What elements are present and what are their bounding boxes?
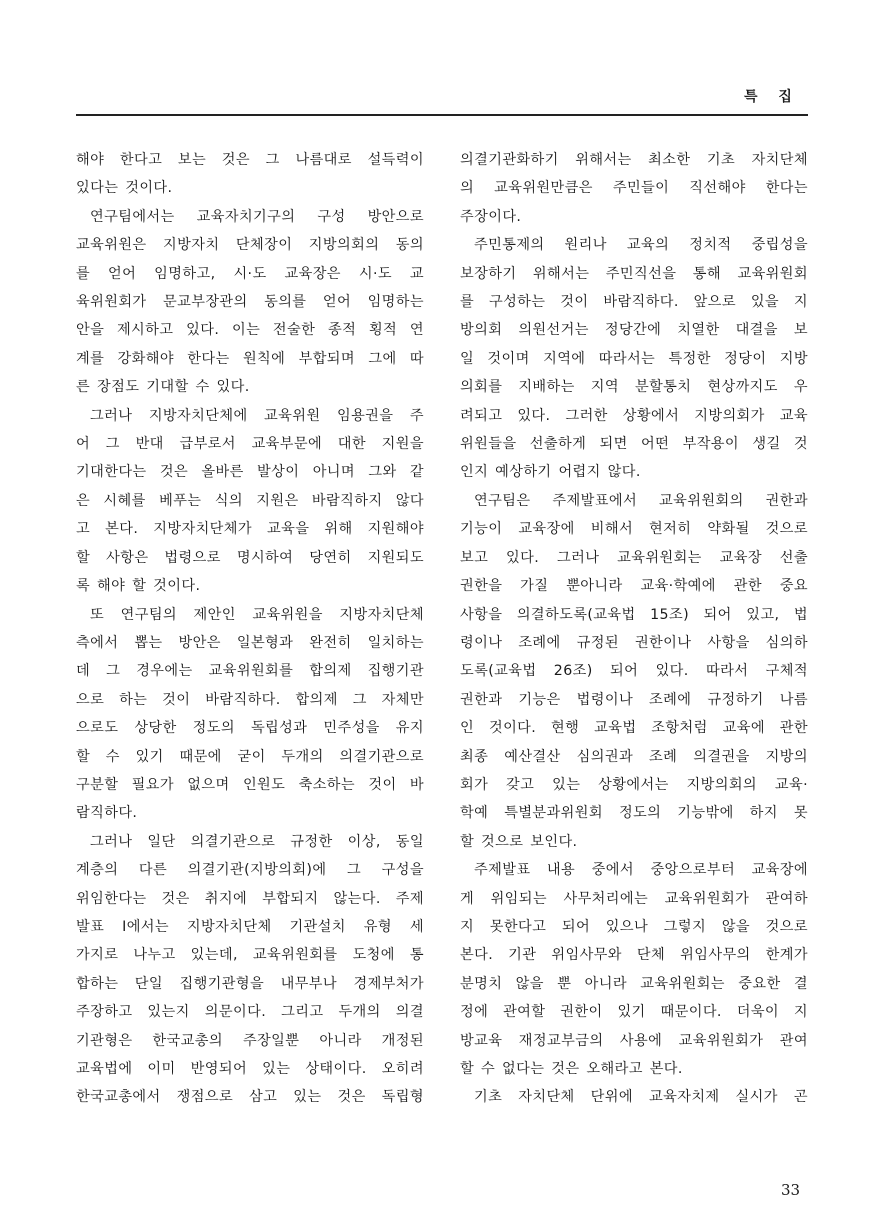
section-label: 특 집: [744, 89, 800, 105]
text-line: 보장하기 위해서는 주민직선을 통해 교육위원회: [460, 265, 808, 282]
text-line: 기초 자치단체 단위에 교육자치제 실시가 곤: [474, 1089, 808, 1106]
text-line: 은 시혜를 베푸는 식의 지원은 바람직하지 않다: [76, 492, 424, 509]
text-line: 안을 제시하고 있다. 이는 전술한 종적 횡적 연: [76, 322, 424, 339]
text-line: 구분할 필요가 없으며 인원도 축소하는 것이 바: [76, 776, 424, 793]
text-line: 의회를 지배하는 지역 분할통치 현상까지도 우: [460, 379, 808, 396]
text-line: 주민통제의 원리나 교육의 정치적 중립성을: [474, 237, 808, 254]
text-line: 권한과 기능은 법령이나 조례에 규정하기 나름: [460, 691, 808, 708]
text-line: 연구팀에서는 교육자치기구의 구성 방안으로: [90, 208, 424, 225]
text-line: 인지 예상하기 어렵지 않다.: [460, 464, 641, 481]
text-line: 계를 강화해야 한다는 원칙에 부합되며 그에 따: [76, 350, 424, 367]
header-rule: [76, 114, 808, 116]
text-line: 방교육 재정교부금의 사용에 교육위원회가 관여: [460, 1032, 808, 1049]
text-line: 정에 관여할 권한이 있기 때문이다. 더욱이 지: [460, 1004, 808, 1021]
text-line: 기능이 교육장에 비해서 현저히 약화될 것으로: [460, 521, 808, 538]
text-line: 할 수 있기 때문에 굳이 두개의 의결기관으로: [76, 748, 424, 765]
text-line: 해야 한다고 보는 것은 그 나름대로 설득력이: [76, 152, 424, 168]
text-line: 회가 갖고 있는 상황에서는 지방의회의 교육·: [460, 776, 808, 793]
left-column: [76, 146, 424, 1112]
text-line: 사항을 의결하도록(교육법 15조) 되어 있고, 법: [460, 606, 808, 623]
text-line: 분명치 않을 뿐 아니라 교육위원회는 중요한 결: [460, 975, 808, 992]
text-line: 권한을 가질 뿐아니라 교육·학예에 관한 중요: [460, 578, 808, 595]
text-line: 의결기관화하기 위해서는 최소한 기초 자치단체: [460, 152, 808, 168]
text-line: 할 사항은 법령으로 명시하여 당연히 지원되도: [76, 549, 424, 566]
text-line: 한국교총에서 쟁점으로 삼고 있는 것은 독립형: [76, 1089, 424, 1106]
text-line: 합하는 단일 집행기관형을 내무부나 경제부처가: [76, 975, 424, 992]
text-line: 데 그 경우에는 교육위원회를 합의제 집행기관: [76, 663, 424, 680]
text-line: 그러나 지방자치단체에 교육위원 임용권을 주: [90, 407, 424, 424]
text-line: 를 얻어 임명하고, 시·도 교육장은 시·도 교: [76, 265, 424, 282]
text-line: 있다는 것이다.: [76, 180, 173, 197]
text-line: 게 위임되는 사무처리에는 교육위원회가 관여하: [460, 890, 808, 907]
text-line: 교육법에 이미 반영되어 있는 상태이다. 오히려: [76, 1061, 424, 1077]
text-line: 록 해야 할 것이다.: [76, 578, 201, 595]
text-line: 가지로 나누고 있는데, 교육위원회를 도청에 통: [76, 947, 424, 964]
right-column: [460, 146, 808, 1112]
text-line: 연구팀은 주제발표에서 교육위원회의 권한과: [474, 492, 808, 509]
text-line: 도록(교육법 26조) 되어 있다. 따라서 구체적: [460, 663, 808, 680]
text-line: 위원들을 선출하게 되면 어떤 부작용이 생길 것: [460, 436, 808, 453]
text-line: 본다. 기관 위임사무와 단체 위임사무의 한계가: [460, 947, 808, 964]
text-line: 주제발표 내용 중에서 중앙으로부터 교육장에: [474, 862, 808, 879]
text-line: 를 구성하는 것이 바람직하다. 앞으로 있을 지: [460, 294, 808, 311]
text-line: 위임한다는 것은 취지에 부합되지 않는다. 주제: [76, 890, 424, 907]
text-line: 어 그 반대 급부로서 교육부문에 대한 지원을: [76, 436, 424, 453]
text-line: 인 것이다. 현행 교육법 조항처럼 교육에 관한: [460, 720, 808, 737]
text-line: 보고 있다. 그러나 교육위원회는 교육장 선출: [460, 549, 808, 566]
text-line: 최종 예산결산 심의권과 조례 의결권을 지방의: [460, 748, 808, 765]
text-line: 또 연구팀의 제안인 교육위원을 지방자치단체: [90, 606, 424, 623]
text-line: 측에서 뽑는 방안은 일본형과 완전히 일치하는: [76, 634, 424, 651]
text-line: 려되고 있다. 그러한 상황에서 지방의회가 교육: [460, 407, 808, 424]
text-line: 할 것으로 보인다.: [460, 833, 578, 850]
text-line: 으로 하는 것이 바람직하다. 합의제 그 자체만: [76, 691, 424, 708]
text-line: 지 못한다고 되어 있으나 그렇지 않을 것으로: [460, 918, 808, 935]
text-line: 른 장점도 기대할 수 있다.: [76, 379, 250, 396]
text-line: 으로도 상당한 정도의 독립성과 민주성을 유지: [76, 720, 424, 737]
page-number: 33: [781, 1181, 801, 1199]
text-line: 기관형은 한국교총의 주장일뿐 아니라 개정된: [76, 1032, 424, 1049]
text-line: 기대한다는 것은 올바른 발상이 아니며 그와 같: [76, 464, 424, 481]
text-line: 람직하다.: [76, 805, 138, 822]
text-line: 할 수 없다는 것은 오해라고 본다.: [460, 1061, 683, 1077]
text-line: 주장하고 있는지 의문이다. 그리고 두개의 의결: [76, 1004, 424, 1021]
text-line: 방의회 의원선거는 정당간에 치열한 대결을 보: [460, 322, 808, 339]
text-line: 육위원회가 문교부장관의 동의를 얻어 임명하는: [76, 294, 424, 311]
text-line: 령이나 조례에 규정된 권한이나 사항을 심의하: [460, 634, 808, 651]
text-line: 의 교육위원만큼은 주민들이 직선해야 한다는: [460, 180, 808, 197]
text-line: 그러나 일단 의결기관으로 규정한 이상, 동일: [90, 833, 424, 850]
text-line: 발표 I에서는 지방자치단체 기관설치 유형 세: [76, 918, 424, 935]
text-line: 고 본다. 지방자치단체가 교육을 위해 지원해야: [76, 521, 424, 538]
text-line: 계층의 다른 의결기관(지방의회)에 그 구성을: [76, 862, 424, 879]
text-line: 학예 특별분과위원회 정도의 기능밖에 하지 못: [460, 805, 808, 822]
text-line: 일 것이며 지역에 따라서는 특정한 정당이 지방: [460, 350, 808, 367]
text-line: 주장이다.: [460, 208, 522, 225]
text-line: 교육위원은 지방자치 단체장이 지방의회의 동의: [76, 237, 424, 254]
